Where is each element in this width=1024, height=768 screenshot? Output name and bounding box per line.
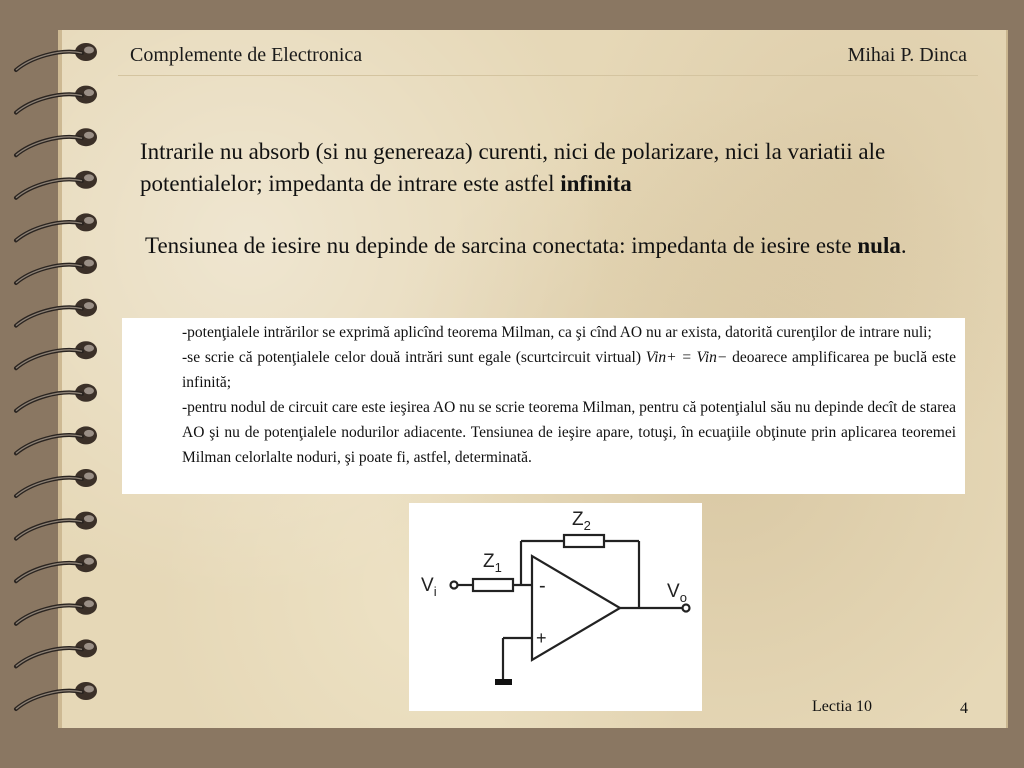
- binding-ring: [16, 639, 97, 666]
- paragraph-input-impedance: Intrarile nu absorb (si nu genereaza) curenti, nici de polarizare, nici la variatii ale potentialelor; impedanta de intrare este astfel infinita: [140, 139, 886, 196]
- input-terminal: [451, 582, 458, 589]
- header-divider: [118, 75, 978, 76]
- ground-symbol: [495, 679, 512, 685]
- spiral-binding: [0, 0, 110, 768]
- author-name: Mihai P. Dinca: [847, 44, 967, 66]
- label-minus: -: [539, 575, 546, 597]
- binding-ring: [16, 86, 97, 113]
- label-vo: $V_o$: [667, 581, 687, 605]
- binding-ring: [16, 256, 97, 283]
- paragraph-output-impedance: Tensiunea de iesire nu depinde de sarcina conectata: impedanta de iesire este nula.: [145, 233, 907, 258]
- label-plus: +: [536, 628, 547, 648]
- binding-ring: [16, 469, 97, 496]
- virtual-short-equation: Vin+ = Vin−: [645, 349, 728, 366]
- page-number: 4: [960, 700, 968, 717]
- label-vi: $V_i$: [421, 575, 437, 599]
- lesson-label: Lectia 10: [812, 698, 872, 715]
- binding-ring: [16, 426, 97, 453]
- binding-ring: [16, 597, 97, 624]
- binding-ring: [16, 384, 97, 411]
- binding-ring: [16, 43, 97, 70]
- label-z1: $Z_1$: [483, 551, 502, 575]
- emphasis-nula: nula: [857, 233, 901, 258]
- binding-ring: [16, 512, 97, 539]
- binding-ring: [16, 682, 97, 709]
- textbox-line-1: -potenţialele intrărilor se exprimă aplicînd teorema Milman, ca şi cînd AO nu ar exista, datorită curenţilor de intrare nuli;: [182, 324, 932, 341]
- output-terminal: [683, 605, 690, 612]
- binding-ring: [16, 128, 97, 155]
- milman-textbox: [122, 318, 965, 494]
- textbox-line-2: -se scrie că potenţialele celor două intrări sunt egale (scurtcircuit virtual) Vin+ = Vin− deoarece amplificarea pe buclă este infinită;: [182, 349, 956, 391]
- resistor-z2: [564, 535, 604, 547]
- course-title: Complemente de Electronica: [130, 44, 363, 66]
- binding-ring: [16, 171, 97, 198]
- binding-ring: [16, 299, 97, 326]
- emphasis-infinita: infinita: [560, 171, 632, 196]
- resistor-z1: [473, 579, 513, 591]
- binding-ring: [16, 554, 97, 581]
- binding-ring: [16, 213, 97, 240]
- opamp-circuit: [409, 503, 702, 711]
- label-z2: $Z_2$: [572, 509, 591, 533]
- textbox-line-3: -pentru nodul de circuit care este ieşirea AO nu se scrie teorema Milman, pentru că potenţialul său nu depinde decît de starea AO şi nu de potenţialele nodurilor adiacente. Tensiunea de ieşire apare, totuşi, în ecuaţiile obţinute prin aplicarea teoremei Milman celorlalte noduri, şi poate fi, astfel, determinată.: [182, 399, 956, 466]
- binding-ring: [16, 341, 97, 368]
